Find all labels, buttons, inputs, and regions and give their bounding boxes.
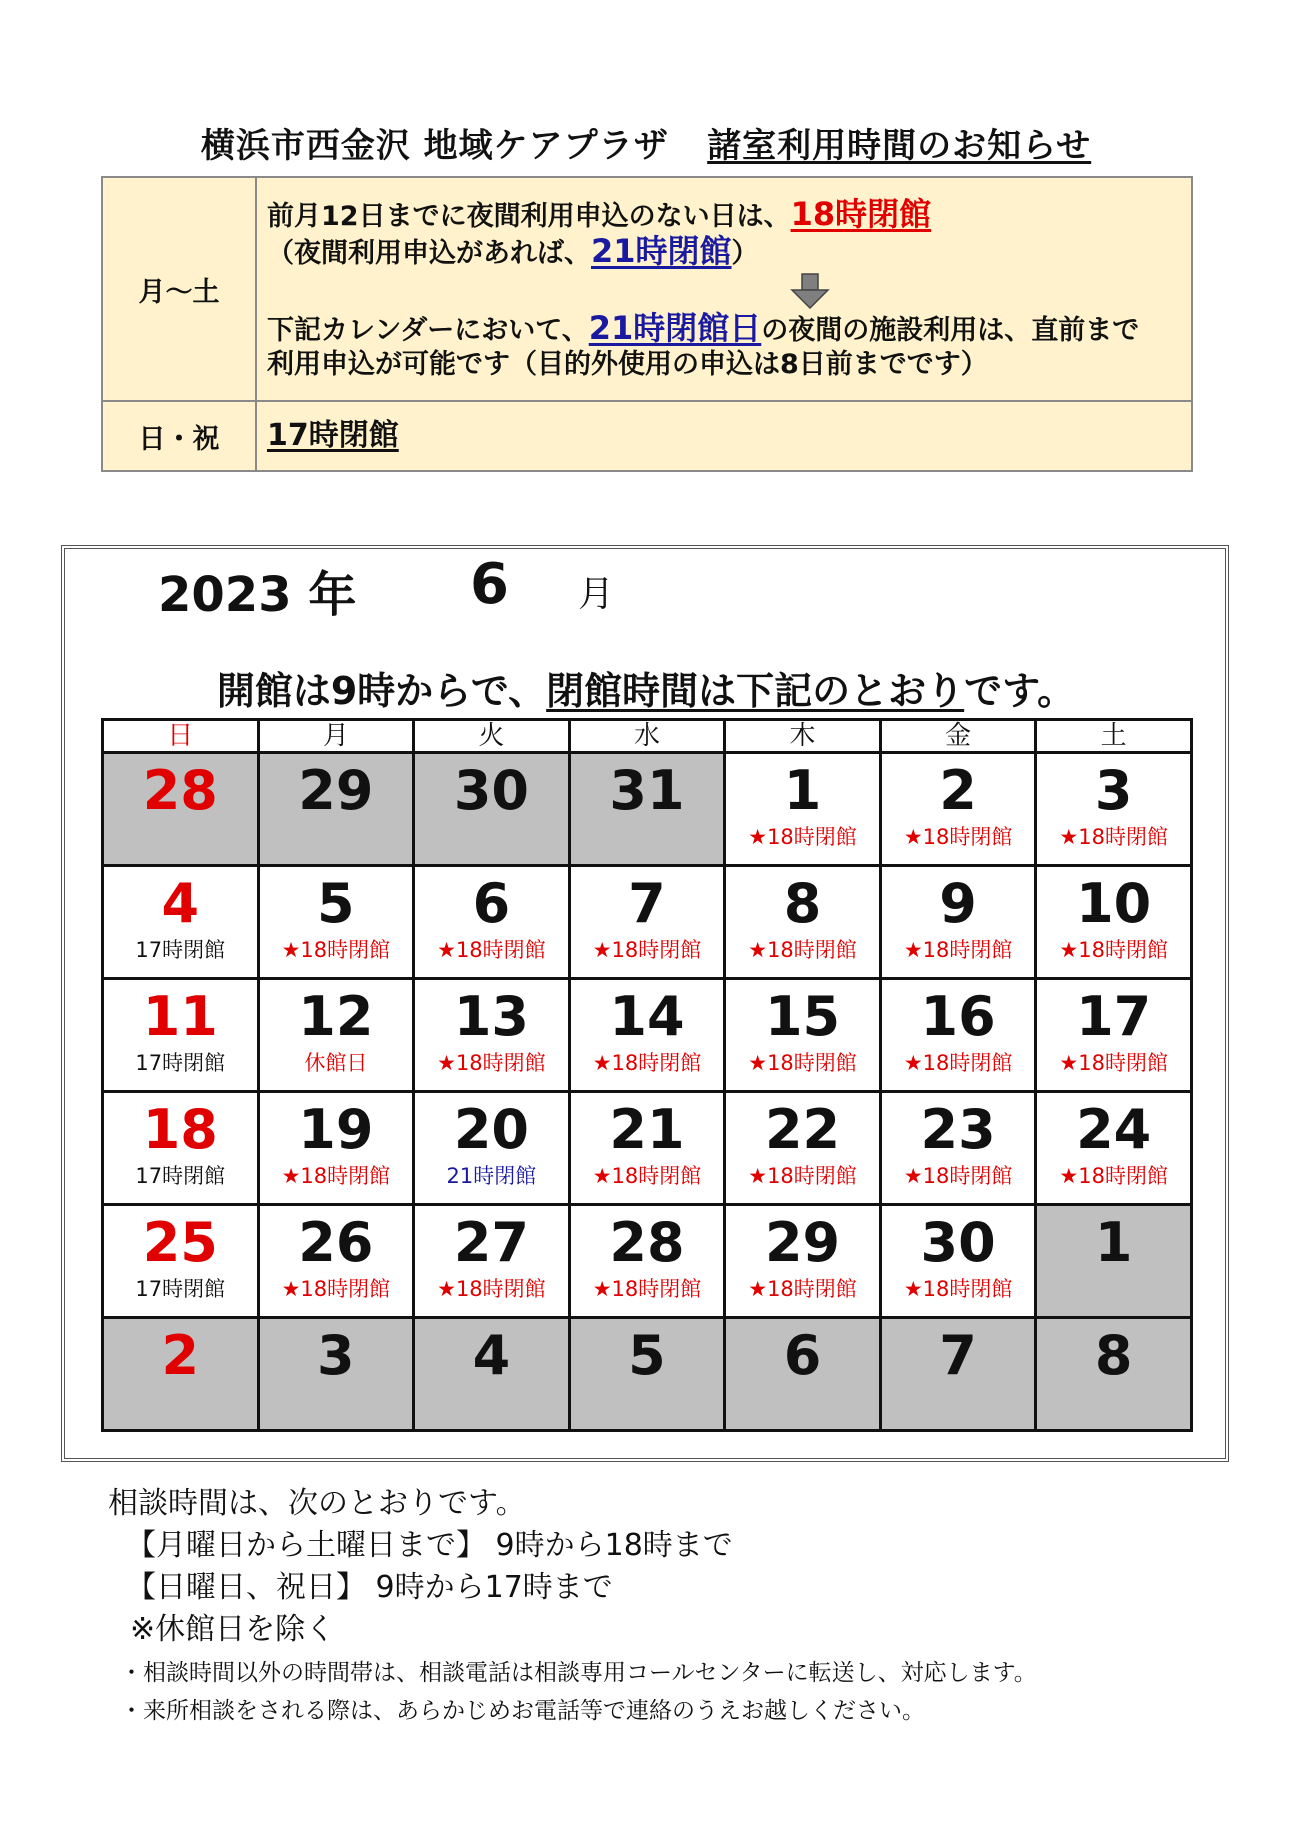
day-number: 30 bbox=[453, 759, 529, 822]
consultation-hours bbox=[108, 1483, 733, 1651]
calendar-day-cell bbox=[880, 1318, 1036, 1431]
weekday-rules bbox=[256, 177, 1192, 401]
holiday-rule: 17時閉館 bbox=[256, 401, 1192, 471]
closing-note: ★18時閉館 bbox=[592, 1051, 702, 1075]
calendar-day-cell bbox=[880, 979, 1036, 1092]
closing-note: ★18時閉館 bbox=[748, 1164, 857, 1188]
day-number: 21 bbox=[609, 1098, 685, 1161]
day-number: 4 bbox=[161, 872, 200, 935]
rule-line-2: （夜間利用申込があれば、21時閉館） bbox=[267, 231, 759, 270]
calendar-day-cell bbox=[258, 753, 414, 866]
day-number: 1 bbox=[783, 759, 822, 822]
day-number: 8 bbox=[1094, 1324, 1133, 1387]
closing-21-day-highlight: 21時閉館日 bbox=[588, 308, 762, 347]
closing-note: ★18時閉館 bbox=[903, 1164, 1013, 1188]
down-arrow-icon bbox=[267, 271, 1181, 311]
day-number: 2 bbox=[161, 1324, 200, 1387]
calendar-week-row bbox=[103, 1205, 1192, 1318]
day-number: 5 bbox=[317, 872, 355, 935]
title-facility: 横浜市西金沢 地域ケアプラザ bbox=[200, 126, 669, 166]
calendar-day-cell bbox=[414, 1318, 570, 1431]
closing-note: ★18時閉館 bbox=[748, 825, 857, 849]
day-number: 16 bbox=[920, 985, 996, 1048]
day-number: 6 bbox=[783, 1324, 822, 1387]
day-number: 10 bbox=[1076, 872, 1152, 935]
calendar-day-cell bbox=[569, 1318, 725, 1431]
consultation-note-2: ・来所相談をされる際は、あらかじめお電話等で連絡のうえお越しください。 bbox=[120, 1698, 925, 1724]
weekday-header-6: 土 bbox=[1036, 720, 1192, 753]
hours-rules-table bbox=[101, 176, 1193, 472]
calendar-month: 6 bbox=[470, 552, 509, 617]
calendar-day-cell bbox=[725, 753, 881, 866]
rule-line-4: 利用申込が可能です（目的外使用の申込は8日前までです） bbox=[267, 348, 988, 380]
calendar-day-cell bbox=[725, 1092, 881, 1205]
day-number: 7 bbox=[939, 1324, 977, 1387]
calendar-day-cell bbox=[103, 979, 259, 1092]
closing-note: ★18時閉館 bbox=[592, 1277, 702, 1301]
day-number: 2 bbox=[939, 759, 977, 822]
closing-note: 17時閉館 bbox=[135, 938, 226, 962]
calendar-day-cell bbox=[258, 979, 414, 1092]
calendar-day-cell bbox=[725, 1318, 881, 1431]
rule-line-3: 下記カレンダーにおいて、21時閉館日の夜間の施設利用は、直前まで bbox=[267, 308, 1140, 347]
closing-18-highlight: 18時閉館 bbox=[790, 194, 932, 233]
calendar-day-cell bbox=[569, 753, 725, 866]
day-number: 23 bbox=[920, 1098, 996, 1161]
day-number: 15 bbox=[764, 985, 841, 1048]
calendar-day-cell bbox=[569, 979, 725, 1092]
calendar-grid bbox=[101, 718, 1193, 1432]
day-number: 7 bbox=[628, 872, 666, 935]
day-number: 6 bbox=[472, 872, 511, 935]
day-number: 13 bbox=[453, 985, 529, 1048]
day-number: 31 bbox=[609, 759, 685, 822]
title-subject: 諸室利用時間のお知らせ bbox=[707, 126, 1092, 166]
calendar-week-row bbox=[103, 866, 1192, 979]
closing-note: ★18時閉館 bbox=[1059, 938, 1168, 962]
calendar-week-row bbox=[103, 753, 1192, 866]
consultation-note-1: ・相談時間以外の時間帯は、相談電話は相談専用コールセンターに転送し、対応します。 bbox=[120, 1660, 1037, 1686]
closing-note: 17時閉館 bbox=[135, 1277, 226, 1301]
day-number: 30 bbox=[920, 1211, 996, 1274]
closing-note: ★18時閉館 bbox=[437, 1051, 546, 1075]
calendar-day-cell bbox=[880, 866, 1036, 979]
day-number: 22 bbox=[764, 1098, 841, 1161]
opening-notice: 開館は9時からで、閉館時間は下記のとおりです。 bbox=[216, 669, 1076, 713]
closing-note: ★18時閉館 bbox=[748, 1051, 857, 1075]
calendar-day-cell bbox=[103, 753, 259, 866]
closing-note: 休館日 bbox=[304, 1051, 368, 1075]
calendar-day-cell bbox=[258, 1092, 414, 1205]
weekday-header-1: 月 bbox=[258, 720, 414, 753]
closing-21-highlight: 21時閉館 bbox=[591, 231, 732, 270]
day-number: 18 bbox=[142, 1098, 218, 1161]
calendar-week-row bbox=[103, 979, 1192, 1092]
calendar-day-cell bbox=[103, 1205, 259, 1318]
day-number: 9 bbox=[939, 872, 977, 935]
day-number: 11 bbox=[142, 985, 218, 1048]
calendar-day-cell bbox=[1036, 1318, 1192, 1431]
weekday-label: 月～土 bbox=[102, 177, 256, 401]
day-number: 17 bbox=[1076, 985, 1152, 1048]
calendar-week-row bbox=[103, 1092, 1192, 1205]
consultation-weekday-hours: 【月曜日から土曜日まで】 9時から18時まで bbox=[126, 1528, 733, 1563]
day-number: 28 bbox=[142, 759, 218, 822]
closing-note: ★18時閉館 bbox=[748, 938, 857, 962]
day-number: 28 bbox=[609, 1211, 685, 1274]
closing-note: ★18時閉館 bbox=[437, 1277, 546, 1301]
day-number: 1 bbox=[1094, 1211, 1133, 1274]
closing-note: ★18時閉館 bbox=[281, 1164, 391, 1188]
calendar-day-cell bbox=[414, 1205, 570, 1318]
closing-note: ★18時閉館 bbox=[1059, 1051, 1168, 1075]
calendar-day-cell bbox=[258, 1205, 414, 1318]
calendar-day-cell bbox=[1036, 1205, 1192, 1318]
calendar-day-cell bbox=[103, 1318, 259, 1431]
calendar-day-cell bbox=[725, 866, 881, 979]
consultation-notes bbox=[120, 1654, 1037, 1730]
closing-note: ★18時閉館 bbox=[592, 1164, 702, 1188]
day-number: 27 bbox=[453, 1211, 529, 1274]
closing-note: 21時閉館 bbox=[446, 1164, 537, 1188]
day-number: 25 bbox=[142, 1211, 218, 1274]
weekday-header-5: 金 bbox=[880, 720, 1036, 753]
calendar-day-cell bbox=[414, 866, 570, 979]
calendar-day-cell bbox=[258, 866, 414, 979]
weekday-header-0: 日 bbox=[103, 720, 259, 753]
closing-note: ★18時閉館 bbox=[437, 938, 546, 962]
day-number: 8 bbox=[783, 872, 822, 935]
day-number: 3 bbox=[317, 1324, 355, 1387]
calendar-day-cell bbox=[103, 1092, 259, 1205]
rule-line-1: 前月12日までに夜間利用申込のない日は、18時閉館 bbox=[267, 194, 932, 233]
calendar-day-cell bbox=[1036, 1092, 1192, 1205]
calendar-day-cell bbox=[569, 1092, 725, 1205]
day-number: 26 bbox=[298, 1211, 374, 1274]
closing-note: ★18時閉館 bbox=[748, 1277, 857, 1301]
calendar-day-cell bbox=[569, 1205, 725, 1318]
weekday-header-2: 火 bbox=[414, 720, 570, 753]
consultation-holiday-hours: 【日曜日、祝日】 9時から17時まで bbox=[126, 1570, 613, 1605]
closing-note: ★18時閉館 bbox=[903, 825, 1013, 849]
closing-note: 17時閉館 bbox=[135, 1051, 226, 1075]
consultation-exception: ※休館日を除く bbox=[130, 1612, 336, 1647]
calendar-day-cell bbox=[880, 753, 1036, 866]
calendar-month-unit: 月 bbox=[578, 574, 615, 615]
weekday-header-row bbox=[103, 720, 1192, 753]
weekday-header-3: 水 bbox=[569, 720, 725, 753]
day-number: 29 bbox=[298, 759, 374, 822]
calendar-day-cell bbox=[1036, 979, 1192, 1092]
closing-note: ★18時閉館 bbox=[903, 938, 1013, 962]
day-number: 12 bbox=[298, 985, 374, 1048]
day-number: 5 bbox=[628, 1324, 666, 1387]
calendar-day-cell bbox=[103, 866, 259, 979]
calendar-day-cell bbox=[1036, 866, 1192, 979]
day-number: 14 bbox=[609, 985, 685, 1048]
calendar-day-cell bbox=[725, 979, 881, 1092]
day-number: 20 bbox=[453, 1098, 529, 1161]
closing-note: ★18時閉館 bbox=[1059, 1164, 1168, 1188]
calendar-day-cell bbox=[1036, 753, 1192, 866]
day-number: 4 bbox=[472, 1324, 511, 1387]
closing-note: ★18時閉館 bbox=[281, 1277, 391, 1301]
closing-note: ★18時閉館 bbox=[281, 938, 391, 962]
calendar-day-cell bbox=[258, 1318, 414, 1431]
day-number: 29 bbox=[764, 1211, 841, 1274]
calendar-day-cell bbox=[414, 753, 570, 866]
closing-note: 17時閉館 bbox=[135, 1164, 226, 1188]
calendar-day-cell bbox=[725, 1205, 881, 1318]
day-number: 24 bbox=[1076, 1098, 1152, 1161]
page-title bbox=[0, 118, 1292, 167]
calendar-day-cell bbox=[880, 1092, 1036, 1205]
day-number: 19 bbox=[298, 1098, 374, 1161]
calendar-week-row bbox=[103, 1318, 1192, 1431]
closing-note: ★18時閉館 bbox=[903, 1277, 1013, 1301]
holiday-label: 日・祝 bbox=[102, 401, 256, 471]
calendar-day-cell bbox=[414, 979, 570, 1092]
consultation-intro: 相談時間は、次のとおりです。 bbox=[108, 1486, 526, 1521]
calendar-day-cell bbox=[880, 1205, 1036, 1318]
calendar-day-cell bbox=[414, 1092, 570, 1205]
closing-note: ★18時閉館 bbox=[1059, 825, 1168, 849]
weekday-header-4: 木 bbox=[725, 720, 881, 753]
day-number: 3 bbox=[1094, 759, 1133, 822]
closing-note: ★18時閉館 bbox=[592, 938, 702, 962]
closing-note: ★18時閉館 bbox=[903, 1051, 1013, 1075]
calendar-year: 2023 年 bbox=[158, 567, 357, 623]
calendar-day-cell bbox=[569, 866, 725, 979]
